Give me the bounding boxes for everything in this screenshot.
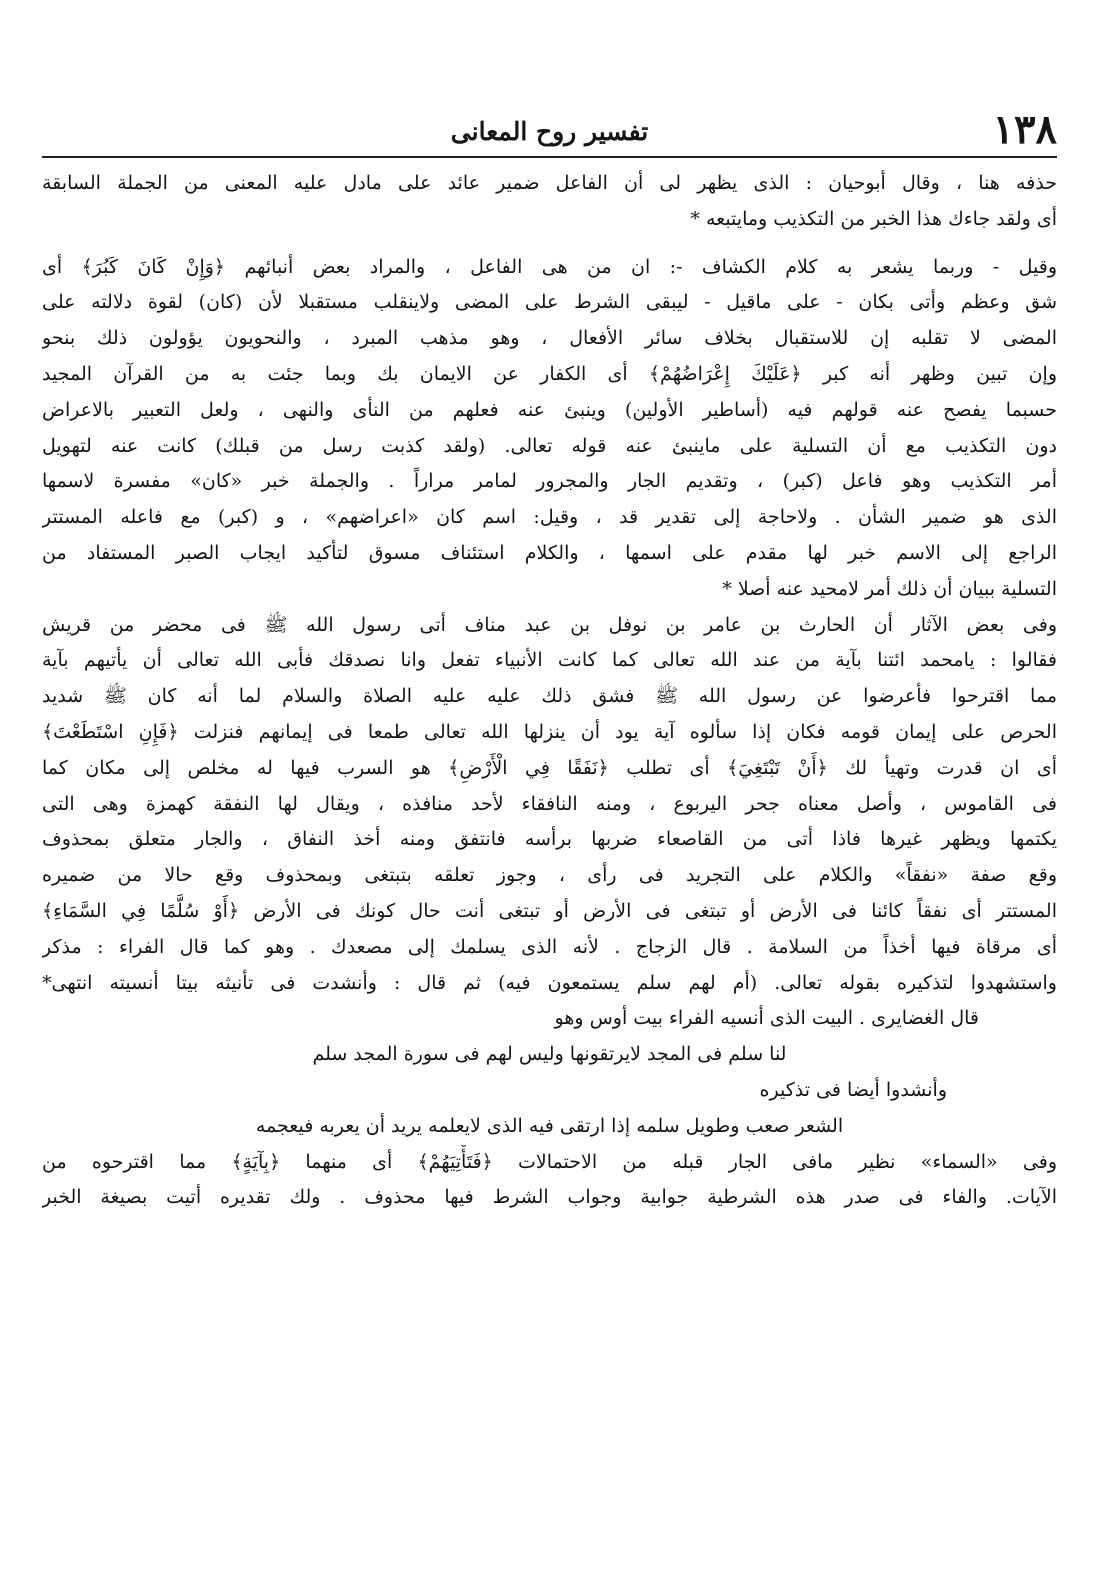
text-line: أى ان قدرت وتهيأ لك ﴿أَنْ تَبْتَغِيَ﴾ أى تطلب ﴿نَفَقًا فِي الْأَرْضِ﴾ هو السرب فيها له مخلص إلى مكان كما [42,756,1057,779]
text-line: أى مرقاة فيها أخذاً من السلامة . قال الزجاج . لأنه الذى يسلمك إلى مصعدك . وهو كما قال الفراء : مذكر [42,935,1057,958]
poem-verse: لنا سلم فى المجد لايرتقونها وليس لهم فى سورة المجد سلم [312,1043,787,1066]
page-number: ١٣٨ [992,106,1057,153]
text-line: المستتر أى نفقاً كائنا فى الأرض أو تبتغى فى الأرض أو تبتغى أنت حال كونك فى الأرض ﴿أَوْ سُلَّمًا فِي السَّمَاءِ﴾ [42,899,1057,922]
text-line: الراجع إلى الاسم خبر لها مقدم على اسمها ، والكلام استئناف مسوق لتأكيد ايجاب الصبر المستفاد من [42,541,1057,564]
text-line: حذفه هنا ، وقال أبوحيان : الذى يظهر لى أن الفاعل ضمير عائد على مادل عليه المعنى من الجملة السابقة [42,172,1057,194]
text-line: وإن تبين وظهر أنه كبر ﴿عَلَيْكَ إِعْرَاضُهُمْ﴾ أى الكفار عن الايمان بك وبما جئت به من القرآن المجيد [42,362,1057,385]
text-line: الحرص على إيمان قومه فكان إذا سألوه آية يود أن ينزلها الله تعالى طمعا فى إيمانهم فنزلت ﴿فَإِنِ اسْتَطَعْتَ﴾ [42,720,1057,743]
text-line: فقالوا : يامحمد ائتنا بآية من عند الله تعالى كما كانت الأنبياء تفعل وانا نصدقك فأبى الله تعالى أن يأتيهم بآية [42,649,1057,672]
text-line: التسلية ببيان أن ذلك أمر لامحيد عنه أصلا * [722,577,1057,600]
text-line: وقيل - وربما يشعر به كلام الكشاف -: ان من هى الفاعل ، والمراد بعض أنبائهم ﴿وَإِنْ كَانَ كَبُرَ﴾ أى [42,255,1057,278]
page-header [42,104,1057,156]
book-page [42,0,1057,1578]
text-line: يكتمها ويظهر غيرها فاذا أتى من القاصعاء ضربها برأسه فانتفق ومنه أخذ النفاق ، والجار متعلق بمحذوف [42,828,1057,851]
text-line: الآيات. والفاء فى صدر هذه الشرطية جوابية وجواب الشرط فيها محذوف . ولك تقديره أتيت بصيغة الخبر [42,1186,1057,1209]
text-line: وفى بعض الآثار أن الحارث بن عامر بن نوفل بن عبد مناف أتى رسول الله ﷺ فى محضر من قريش [42,613,1057,636]
text-line: وقع صفة «نفقاً» والكلام على التجريد فى رأى ، وجوز تعلقه بتبتغى وبمحذوف وقع حالا من ضميره [42,864,1057,887]
text-line: وأنشدوا أيضا فى تذكيره [759,1078,947,1101]
text-line: أى ولقد جاءك هذا الخبر من التكذيب ومايتبعه * [690,207,1057,230]
text-line: وفى «السماء» نظير مافى الجار قبله من الاحتمالات ﴿فَتَأْتِيَهُمْ﴾ أى منهما ﴿بِآيَةٍ﴾ مما اقترحوه من [42,1150,1057,1173]
text-line: حسبما يفصح عنه قولهم فيه (أساطير الأولين) وينبئ عنه فعلهم من النأى والنهى ، ولعل التعبير بالاعراض [42,398,1057,421]
poem-verse: الشعر صعب وطويل سلمه إذا ارتقى فيه الذى لايعلمه يريد أن يعربه فيعجمه [255,1114,844,1137]
text-line: واستشهدوا لتذكيره بقوله تعالى. (أم لهم سلم يستمعون فيه) ثم قال : وأنشدت فى تأنيثه بيتا أنسيته انتهى* [42,971,1057,994]
text-line: أمر التكذيب وهو فاعل (كبر) ، وتقديم الجار والمجرور لمامر مراراً . والجملة خبر «كان» مفسرة لاسمها [42,470,1057,493]
text-line: الذى هو ضمير الشأن . ولاحاجة إلى تقدير قد ، وقيل: اسم كان «اعراضهم» ، و (كبر) مع فاعله المستتر [42,506,1057,529]
header-rule [42,156,1057,158]
text-line: شق وعظم وأتى بكان - على ماقيل - ليبقى الشرط على المضى ولاينقلب مستقبلا لأن (كان) لقوة دلالته على [42,291,1057,314]
text-line: فى القاموس ، وأصل معناه جحر اليربوع ، ومنه النافقاء لأحد منافذه ، ويقال لها النفقة كهمزة وهى التى [42,792,1057,815]
body-text [42,166,1057,1216]
running-title: تفسير روح المعانى [450,117,649,146]
text-line: مما اقترحوا فأعرضوا عن رسول الله ﷺ فشق ذلك عليه عليه الصلاة والسلام لما أنه كان ﷺ شديد [42,685,1057,708]
text-line: المضى لا تقلبه إن للاستقبال بخلاف سائر الأفعال ، وهو مذهب المبرد ، والنحويون يؤولون ذلك بنحو [42,327,1057,350]
text-line: قال الغضايرى . البيت الذى أنسيه الفراء بيت أوس وهو [554,1007,979,1030]
text-line: دون التكذيب مع أن التسلية على ماينبئ عنه قوله تعالى. (ولقد كذبت رسل من قبلك) كانت عنه لتهويل [42,434,1057,457]
